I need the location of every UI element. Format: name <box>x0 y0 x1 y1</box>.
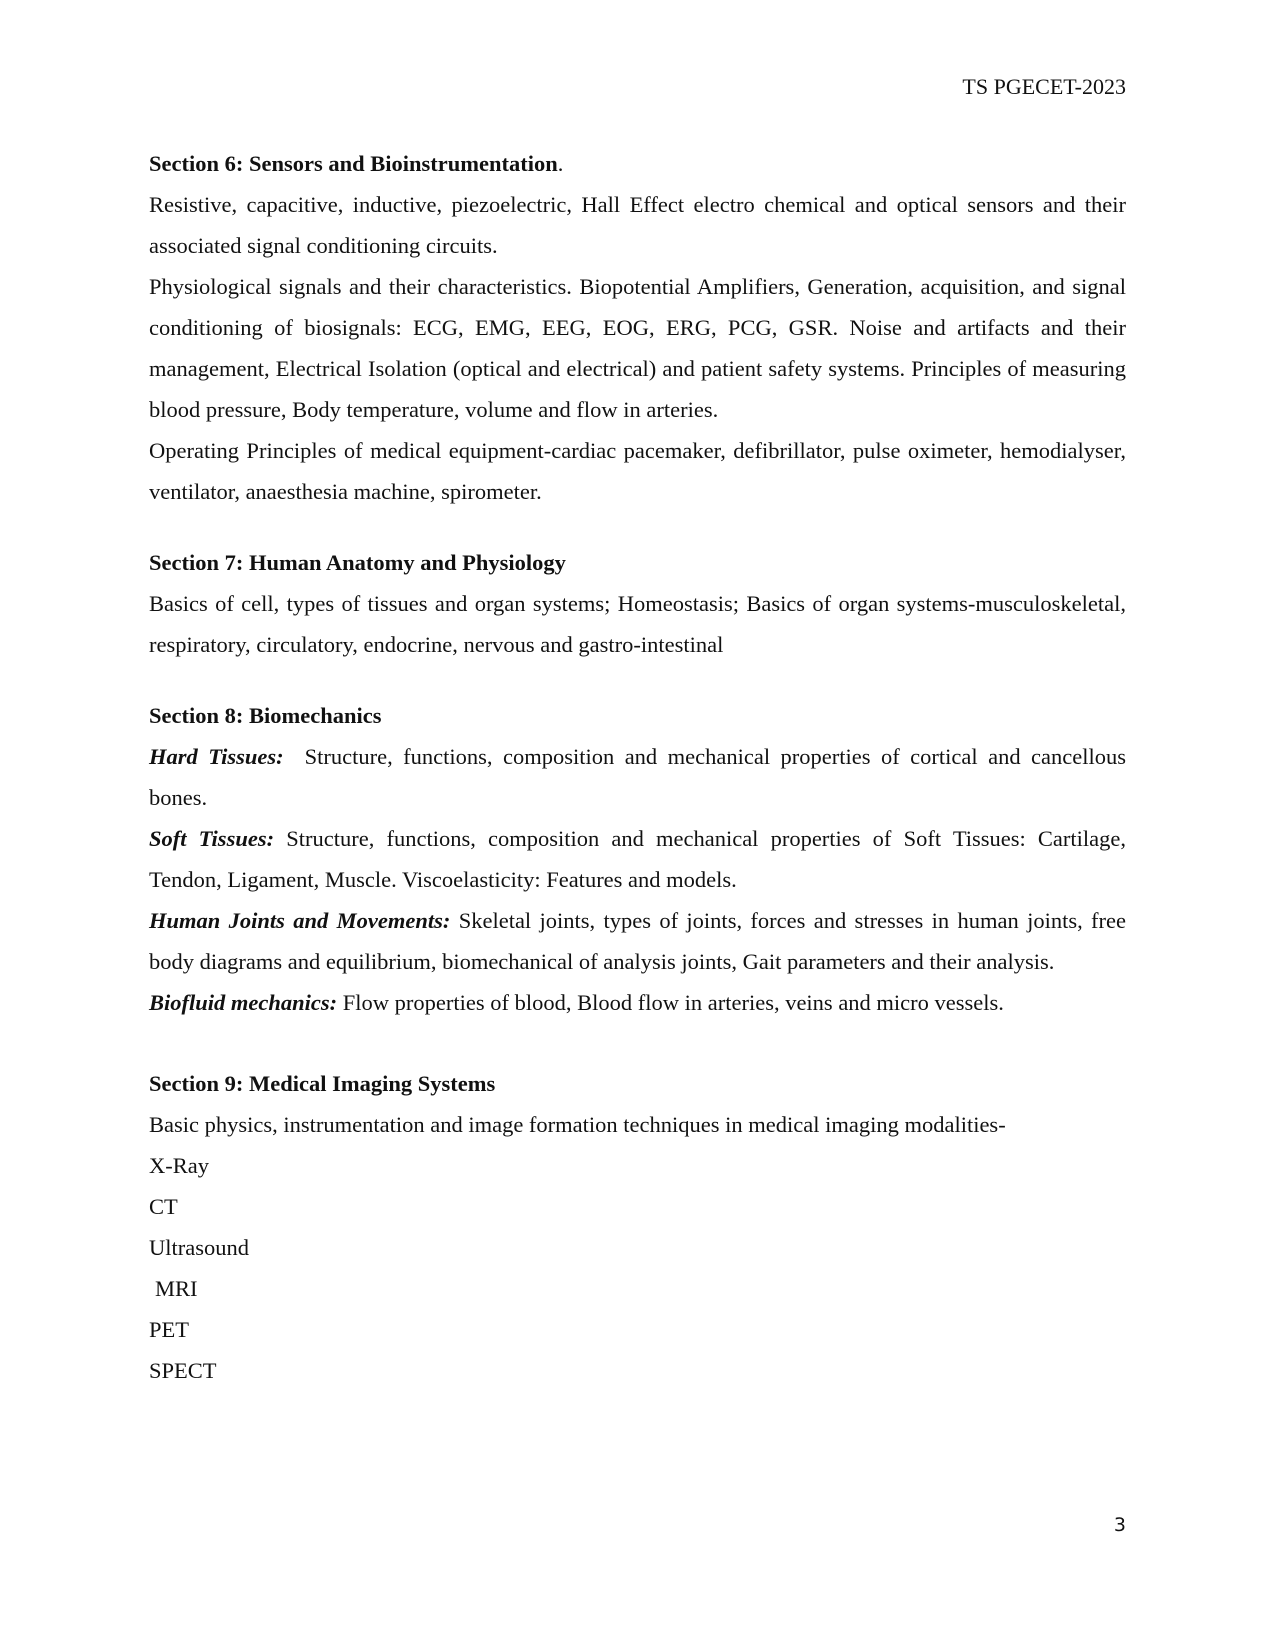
page-content <box>149 143 1126 1391</box>
modality-item: X-Ray <box>149 1153 209 1178</box>
modality-item: Ultrasound <box>149 1235 249 1260</box>
section-paragraph: Operating Principles of medical equipment-cardiac pacemaker, defibrillator, pulse oximeter, hemodialyser, ventilator, anaesthesia machine, spirometer. <box>149 438 1126 504</box>
modality-item: PET <box>149 1317 190 1342</box>
section-9 <box>149 1063 1126 1391</box>
topic-text: Skeletal joints, types of joints, forces and stresses in human joints, free body diagrams and equilibrium, biomechanical of analysis joints, Gait parameters and their analysis. <box>149 908 1127 974</box>
section-heading: Section 8: Biomechanics <box>149 703 382 728</box>
modality-item: MRI <box>155 1276 198 1301</box>
topic-label: Biofluid mechanics: <box>149 990 338 1015</box>
section-8 <box>149 695 1126 1023</box>
section-6 <box>149 143 1126 512</box>
section-paragraph: Physiological signals and their characteristics. Biopotential Amplifiers, Generation, acquisition, and signal conditioning of biosignals: ECG, EMG, EEG, EOG, ERG, PCG, GSR. Noise and artifacts and their management, Electrical Isolation (optical and electrical) and patient safety systems. Principles of measuring blood pressure, Body temperature, volume and flow in arteries. <box>149 274 1126 422</box>
topic-soft-tissues <box>149 818 1126 900</box>
section-heading: Section 7: Human Anatomy and Physiology <box>149 550 566 575</box>
topic-label: Soft Tissues: <box>149 826 275 851</box>
section-heading: Section 9: Medical Imaging Systems <box>149 1071 496 1096</box>
section-heading <box>149 143 1126 184</box>
topic-text: Flow properties of blood, Blood flow in arteries, veins and micro vessels. <box>342 990 1004 1015</box>
topic-hard-tissues <box>149 736 1126 818</box>
page-number: 3 <box>1113 1514 1126 1536</box>
section-paragraph: Basic physics, instrumentation and image formation techniques in medical imaging modalities- <box>149 1112 1006 1137</box>
section-paragraph: Resistive, capacitive, inductive, piezoelectric, Hall Effect electro chemical and optical sensors and their associated signal conditioning circuits. <box>149 192 1126 258</box>
topic-label: Hard Tissues: <box>149 744 284 769</box>
modality-item: CT <box>149 1194 178 1219</box>
heading-period: . <box>557 151 564 176</box>
topic-text: Structure, functions, composition and mechanical properties of Soft Tissues: Cartilage, Tendon, Ligament, Muscle. Viscoelasticity: Features and models. <box>149 826 1127 892</box>
section-heading-text: Section 6: Sensors and Bioinstrumentation <box>149 151 558 176</box>
topic-text: Structure, functions, composition and mechanical properties of cortical and cancellous bones. <box>149 744 1127 810</box>
document-header: TS PGECET-2023 <box>962 74 1126 99</box>
section-7 <box>149 542 1126 665</box>
topic-label: Human Joints and Movements: <box>149 908 451 933</box>
section-paragraph: Basics of cell, types of tissues and organ systems; Homeostasis; Basics of organ systems-musculoskeletal, respiratory, circulatory, endocrine, nervous and gastro-intestinal <box>149 591 1126 657</box>
topic-biofluid-mechanics <box>149 982 1126 1023</box>
modality-item: SPECT <box>149 1358 217 1383</box>
topic-human-joints <box>149 900 1126 982</box>
